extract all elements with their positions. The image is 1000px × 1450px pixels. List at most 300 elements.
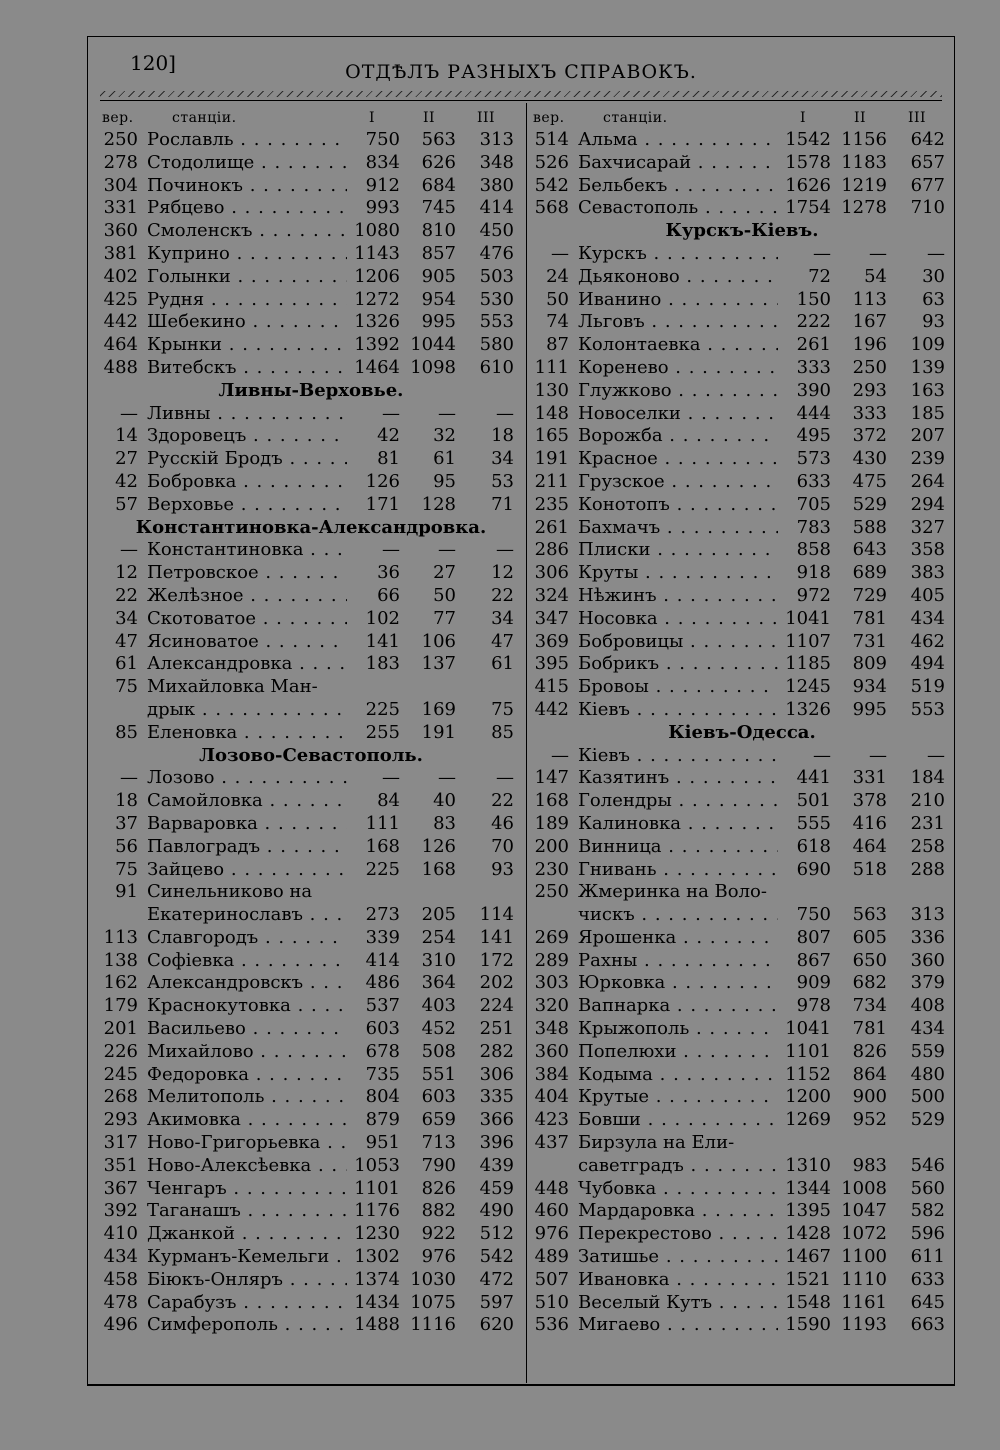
class-3-fare: 503 <box>479 265 514 287</box>
class-1-fare: 1542 <box>785 129 831 150</box>
class-2-fare: 1030 <box>410 1268 456 1290</box>
class-3-fare: 264 <box>910 470 945 492</box>
station-cell <box>578 1314 778 1337</box>
class-3-fare: 313 <box>910 904 945 926</box>
class-2-fare: 1075 <box>410 1291 456 1313</box>
station-name: Кодыма <box>578 1063 653 1085</box>
class-2-fare: 1193 <box>841 1314 887 1336</box>
class-1-fare: 858 <box>796 539 831 561</box>
station-cell <box>147 1292 347 1315</box>
class-1-fare: 1152 <box>785 1063 831 1085</box>
verst-cell: 250 <box>103 129 138 150</box>
station-cell <box>578 631 778 654</box>
class-3-fare: 207 <box>910 425 945 447</box>
station-cell <box>578 1041 778 1064</box>
verst-cell: 24 <box>546 265 569 287</box>
class-2-fare: 734 <box>852 995 887 1017</box>
verst-cell: — <box>551 744 569 766</box>
class-2-fare: — <box>438 767 456 789</box>
station-cell <box>147 836 347 859</box>
class-3-fare: 313 <box>479 129 514 150</box>
table-row <box>533 1269 951 1292</box>
class-3-fare: — <box>496 767 514 789</box>
station-name: дрык <box>147 698 196 720</box>
station-name: Ченгаръ <box>147 1177 227 1199</box>
station-cell <box>578 425 778 448</box>
class-2-fare: 452 <box>421 1018 456 1040</box>
verst-cell: 211 <box>534 470 569 492</box>
class-3-fare: 282 <box>479 1040 514 1062</box>
verst-cell: 162 <box>103 972 138 994</box>
class-1-fare: 978 <box>796 995 831 1017</box>
station-cell <box>578 927 778 950</box>
station-cell <box>147 197 347 220</box>
class-3-fare: 85 <box>491 721 514 743</box>
table-row <box>533 904 951 927</box>
class-2-fare: 378 <box>852 790 887 812</box>
table-row <box>533 1041 951 1064</box>
verst-cell: 442 <box>103 311 138 333</box>
verst-cell: 434 <box>103 1246 138 1268</box>
station-name: Желѣзное <box>147 584 244 606</box>
class-3-fare: — <box>496 402 514 424</box>
class-3-fare: — <box>496 539 514 561</box>
table-row <box>533 1178 951 1201</box>
class-2-fare: 250 <box>852 356 887 378</box>
class-2-fare: 95 <box>433 470 456 492</box>
class-2-fare: 1008 <box>841 1177 887 1199</box>
class-2-fare: 1047 <box>841 1200 887 1222</box>
verst-cell: 347 <box>534 607 569 629</box>
class-1-fare: 834 <box>365 151 400 173</box>
class-2-fare: 205 <box>421 904 456 926</box>
station-cell <box>578 790 778 813</box>
station-cell <box>147 448 347 471</box>
class-1-fare: 225 <box>365 858 400 880</box>
class-3-fare: 239 <box>910 448 945 470</box>
station-name: Самойловка <box>147 790 263 812</box>
class-2-fare: 900 <box>852 1086 887 1108</box>
class-1-fare: 1590 <box>785 1314 831 1336</box>
class-3-fare: 251 <box>479 1018 514 1040</box>
table-row <box>533 289 951 312</box>
class-1-fare: 1053 <box>354 1154 400 1176</box>
class-2-fare: — <box>869 744 887 766</box>
verst-cell: 91 <box>115 881 138 903</box>
station-name: Краснокутовка <box>147 995 291 1017</box>
table-row <box>533 1155 951 1178</box>
table-row <box>533 197 951 220</box>
class-2-fare: 857 <box>421 242 456 264</box>
station-name: Бровоы <box>578 676 649 698</box>
station-name: Крынки <box>147 334 223 356</box>
class-2-fare: 563 <box>421 129 456 150</box>
class-3-fare: 500 <box>910 1086 945 1108</box>
bottom-rule <box>88 1384 954 1385</box>
class-1-fare: 81 <box>377 448 400 470</box>
class-3-fare: 677 <box>910 174 945 196</box>
verst-cell: 226 <box>103 1040 138 1062</box>
table-row <box>533 950 951 973</box>
header-class-1: I <box>368 110 376 126</box>
class-3-fare: 472 <box>479 1268 514 1290</box>
station-cell <box>147 767 347 790</box>
table-row <box>102 471 520 494</box>
class-3-fare: 61 <box>491 653 514 675</box>
station-cell <box>147 311 347 334</box>
station-cell <box>578 745 778 768</box>
table-row <box>533 471 951 494</box>
class-2-fare: 254 <box>421 926 456 948</box>
station-cell <box>578 995 778 1018</box>
table-row <box>102 311 520 334</box>
verst-cell: 369 <box>534 630 569 652</box>
header-verst: вер. <box>533 110 565 126</box>
table-row <box>533 1223 951 1246</box>
table-row <box>102 1223 520 1246</box>
station-name: Ливны <box>147 402 211 424</box>
station-name: Вапнарка <box>578 995 671 1017</box>
table-row <box>533 859 951 882</box>
class-1-fare: 1101 <box>354 1177 400 1199</box>
class-1-fare: 1626 <box>785 174 831 196</box>
station-name: Васильево <box>147 1018 246 1040</box>
station-cell <box>578 1109 778 1132</box>
station-cell <box>147 1223 347 1246</box>
class-2-fare: 983 <box>852 1154 887 1176</box>
class-3-fare: 405 <box>910 584 945 606</box>
class-3-fare: 34 <box>491 448 514 470</box>
class-1-fare: 273 <box>365 904 400 926</box>
verst-cell: 111 <box>534 356 569 378</box>
station-name: Петровское <box>147 562 259 584</box>
table-row <box>533 881 951 904</box>
verst-cell: 442 <box>534 698 569 720</box>
table-row <box>533 1292 951 1315</box>
table-row <box>533 175 951 198</box>
station-name: Гнивань <box>578 858 657 880</box>
class-2-fare: 333 <box>852 402 887 424</box>
class-1-fare: 690 <box>796 858 831 880</box>
station-name: Стодолище <box>147 151 255 173</box>
class-3-fare: 620 <box>479 1314 514 1336</box>
class-1-fare: 1101 <box>785 1040 831 1062</box>
station-cell <box>147 927 347 950</box>
class-3-fare: 12 <box>491 562 514 584</box>
table-row <box>533 1200 951 1223</box>
table-row <box>102 1041 520 1064</box>
verst-cell: 526 <box>534 151 569 173</box>
class-2-fare: 364 <box>421 972 456 994</box>
station-cell <box>147 539 347 562</box>
station-name: Винница <box>578 835 662 857</box>
header-class-2: II <box>853 110 867 126</box>
station-name: Севастополь <box>578 197 699 219</box>
table-row <box>102 1132 520 1155</box>
station-cell <box>578 767 778 790</box>
page-number: 120] <box>130 51 176 75</box>
station-cell <box>578 266 778 289</box>
class-1-fare: 1548 <box>785 1291 831 1313</box>
class-2-fare: 605 <box>852 926 887 948</box>
verst-cell: 85 <box>115 721 138 743</box>
station-name: Рудня <box>147 288 205 310</box>
verst-cell: 56 <box>115 835 138 857</box>
table-row <box>533 699 951 722</box>
verst-cell: 269 <box>534 926 569 948</box>
class-3-fare: 71 <box>491 493 514 515</box>
station-name: Джанкой <box>147 1223 236 1245</box>
verst-cell: 488 <box>103 356 138 378</box>
class-2-fare: 1098 <box>410 356 456 378</box>
verst-cell: 34 <box>115 607 138 629</box>
station-cell <box>147 585 347 608</box>
station-name: Софіевка <box>147 949 235 971</box>
verst-cell: 360 <box>534 1040 569 1062</box>
verst-cell: 460 <box>534 1200 569 1222</box>
table-row <box>533 1109 951 1132</box>
station-name: Казятинъ <box>578 767 670 789</box>
class-3-fare: 172 <box>479 949 514 971</box>
class-2-fare: 995 <box>421 311 456 333</box>
station-name: Носовка <box>578 607 658 629</box>
class-3-fare: 439 <box>479 1154 514 1176</box>
station-name: Веселый Кутъ <box>578 1291 713 1313</box>
station-name: саветградъ <box>578 1154 684 1176</box>
class-3-fare: 47 <box>491 630 514 652</box>
verst-cell: 976 <box>534 1223 569 1245</box>
verst-cell: 348 <box>534 1018 569 1040</box>
station-name: Бобровицы <box>578 630 684 652</box>
class-1-fare: 1107 <box>785 630 831 652</box>
station-cell <box>147 813 347 836</box>
station-name: Перекрестово <box>578 1223 712 1245</box>
table-row <box>533 562 951 585</box>
station-name: Лозово <box>147 767 215 789</box>
station-name: Варваровка <box>147 812 258 834</box>
verst-cell: 317 <box>103 1132 138 1154</box>
table-row <box>102 357 520 380</box>
station-cell <box>147 494 347 517</box>
class-1-fare: 1488 <box>354 1314 400 1336</box>
verst-cell: 458 <box>103 1268 138 1290</box>
verst-cell: 510 <box>534 1291 569 1313</box>
class-2-fare: 882 <box>421 1200 456 1222</box>
class-2-fare: 168 <box>421 858 456 880</box>
class-2-fare: 167 <box>852 311 887 333</box>
table-row <box>533 494 951 517</box>
class-3-fare: 380 <box>479 174 514 196</box>
class-1-fare: 603 <box>365 1018 400 1040</box>
verst-cell: 568 <box>534 197 569 219</box>
verst-cell: 165 <box>534 425 569 447</box>
class-1-fare: 1185 <box>785 653 831 675</box>
table-row <box>533 403 951 426</box>
verst-cell: 360 <box>103 220 138 242</box>
verst-cell: 278 <box>103 151 138 173</box>
class-2-fare: 50 <box>433 584 456 606</box>
class-3-fare: 288 <box>910 858 945 880</box>
class-2-fare: 1072 <box>841 1223 887 1245</box>
class-3-fare: 408 <box>910 995 945 1017</box>
class-2-fare: 995 <box>852 698 887 720</box>
class-2-fare: 83 <box>433 812 456 834</box>
section-title: Курскъ-Кіевъ. <box>665 220 819 242</box>
verst-cell: 437 <box>534 1132 569 1154</box>
class-3-fare: 596 <box>910 1223 945 1245</box>
verst-cell: 200 <box>534 835 569 857</box>
table-row <box>533 425 951 448</box>
decorative-wavy-rule <box>100 91 942 97</box>
verst-cell: 189 <box>534 812 569 834</box>
station-cell <box>578 539 778 562</box>
class-2-fare: 626 <box>421 151 456 173</box>
station-cell <box>147 859 347 882</box>
class-2-fare: 563 <box>852 904 887 926</box>
class-2-fare: 689 <box>852 562 887 584</box>
class-3-fare: 34 <box>491 607 514 629</box>
table-row <box>533 790 951 813</box>
table-row <box>102 653 520 676</box>
verst-cell: 425 <box>103 288 138 310</box>
verst-cell: 12 <box>115 562 138 584</box>
class-3-fare: 560 <box>910 1177 945 1199</box>
table-row <box>533 152 951 175</box>
class-3-fare: 559 <box>910 1040 945 1062</box>
table-row <box>102 608 520 631</box>
table-row <box>102 927 520 950</box>
class-2-fare: 905 <box>421 265 456 287</box>
station-name: Верховье <box>147 493 234 515</box>
station-name: Шебекино <box>147 311 246 333</box>
table-row <box>102 722 520 745</box>
verst-cell: 496 <box>103 1314 138 1336</box>
station-cell <box>578 950 778 973</box>
class-2-fare: 137 <box>421 653 456 675</box>
station-name: Рябцево <box>147 197 225 219</box>
class-3-fare: 434 <box>910 607 945 629</box>
table-row <box>102 539 520 562</box>
class-1-fare: 1326 <box>354 311 400 333</box>
station-cell <box>147 1109 347 1132</box>
class-1-fare: — <box>813 242 831 264</box>
class-2-fare: 331 <box>852 767 887 789</box>
verst-cell: 75 <box>115 676 138 698</box>
verst-cell: 478 <box>103 1291 138 1313</box>
station-name: Михайловка Ман- <box>147 676 318 698</box>
header-class-3: III <box>476 110 496 126</box>
class-1-fare: 537 <box>365 995 400 1017</box>
header-station: станціи. <box>603 110 668 126</box>
verst-cell: — <box>120 402 138 424</box>
station-name: Глужково <box>578 379 672 401</box>
class-3-fare: 597 <box>479 1291 514 1313</box>
class-3-fare: 642 <box>910 129 945 150</box>
class-1-fare: 102 <box>365 607 400 629</box>
class-1-fare: 573 <box>796 448 831 470</box>
station-name: Альма <box>578 129 638 150</box>
station-cell <box>147 608 347 631</box>
table-row <box>533 539 951 562</box>
station-name: Курскъ <box>578 242 647 264</box>
class-2-fare: 588 <box>852 516 887 538</box>
section-title: Кіевъ-Одесса. <box>668 721 816 743</box>
verst-cell: 27 <box>115 448 138 470</box>
class-3-fare: 663 <box>910 1314 945 1336</box>
class-3-fare: 546 <box>910 1154 945 1176</box>
table-row <box>102 1086 520 1109</box>
table-row <box>102 859 520 882</box>
class-2-fare: 659 <box>421 1109 456 1131</box>
table-row <box>102 1064 520 1087</box>
station-name: Ворожба <box>578 425 663 447</box>
class-3-fare: 434 <box>910 1018 945 1040</box>
station-name: Екатеринославъ <box>147 904 303 926</box>
class-1-fare: 879 <box>365 1109 400 1131</box>
verst-cell: 304 <box>103 174 138 196</box>
class-1-fare: 1041 <box>785 607 831 629</box>
class-3-fare: 231 <box>910 812 945 834</box>
left-column-body <box>102 129 520 1337</box>
table-row <box>102 403 520 426</box>
class-1-fare: 1428 <box>785 1223 831 1245</box>
table-row <box>533 1086 951 1109</box>
class-1-fare: 36 <box>377 562 400 584</box>
station-cell <box>147 1018 347 1041</box>
class-3-fare: 22 <box>491 584 514 606</box>
class-2-fare: 40 <box>433 790 456 812</box>
table-row <box>102 562 520 585</box>
table-row <box>102 1292 520 1315</box>
verst-cell: 448 <box>534 1177 569 1199</box>
station-cell <box>578 152 778 175</box>
station-cell <box>147 1314 347 1337</box>
table-row <box>102 1018 520 1041</box>
station-name: Еленовка <box>147 721 238 743</box>
station-cell <box>578 836 778 859</box>
station-cell <box>147 950 347 973</box>
table-row <box>102 1109 520 1132</box>
class-3-fare: 184 <box>910 767 945 789</box>
class-1-fare: 678 <box>365 1040 400 1062</box>
station-name: Бельбекъ <box>578 174 668 196</box>
table-row <box>533 676 951 699</box>
class-3-fare: 139 <box>910 356 945 378</box>
class-1-fare: 72 <box>808 265 831 287</box>
class-2-fare: 731 <box>852 630 887 652</box>
table-row <box>533 995 951 1018</box>
station-cell <box>578 403 778 426</box>
verst-cell: 331 <box>103 197 138 219</box>
class-3-fare: 383 <box>910 562 945 584</box>
class-3-fare: 657 <box>910 151 945 173</box>
station-cell <box>147 972 347 995</box>
class-1-fare: 1578 <box>785 151 831 173</box>
table-row <box>102 836 520 859</box>
top-rule <box>100 100 942 101</box>
station-cell <box>578 1155 778 1178</box>
class-3-fare: 93 <box>922 311 945 333</box>
class-1-fare: 225 <box>365 698 400 720</box>
station-name: Дьяконово <box>578 265 680 287</box>
class-3-fare: 306 <box>479 1063 514 1085</box>
station-cell <box>578 357 778 380</box>
table-row <box>533 129 951 152</box>
class-1-fare: 141 <box>365 630 400 652</box>
table-row <box>102 676 520 699</box>
station-name: Русскій Бродъ <box>147 448 283 470</box>
table-row <box>102 129 520 152</box>
